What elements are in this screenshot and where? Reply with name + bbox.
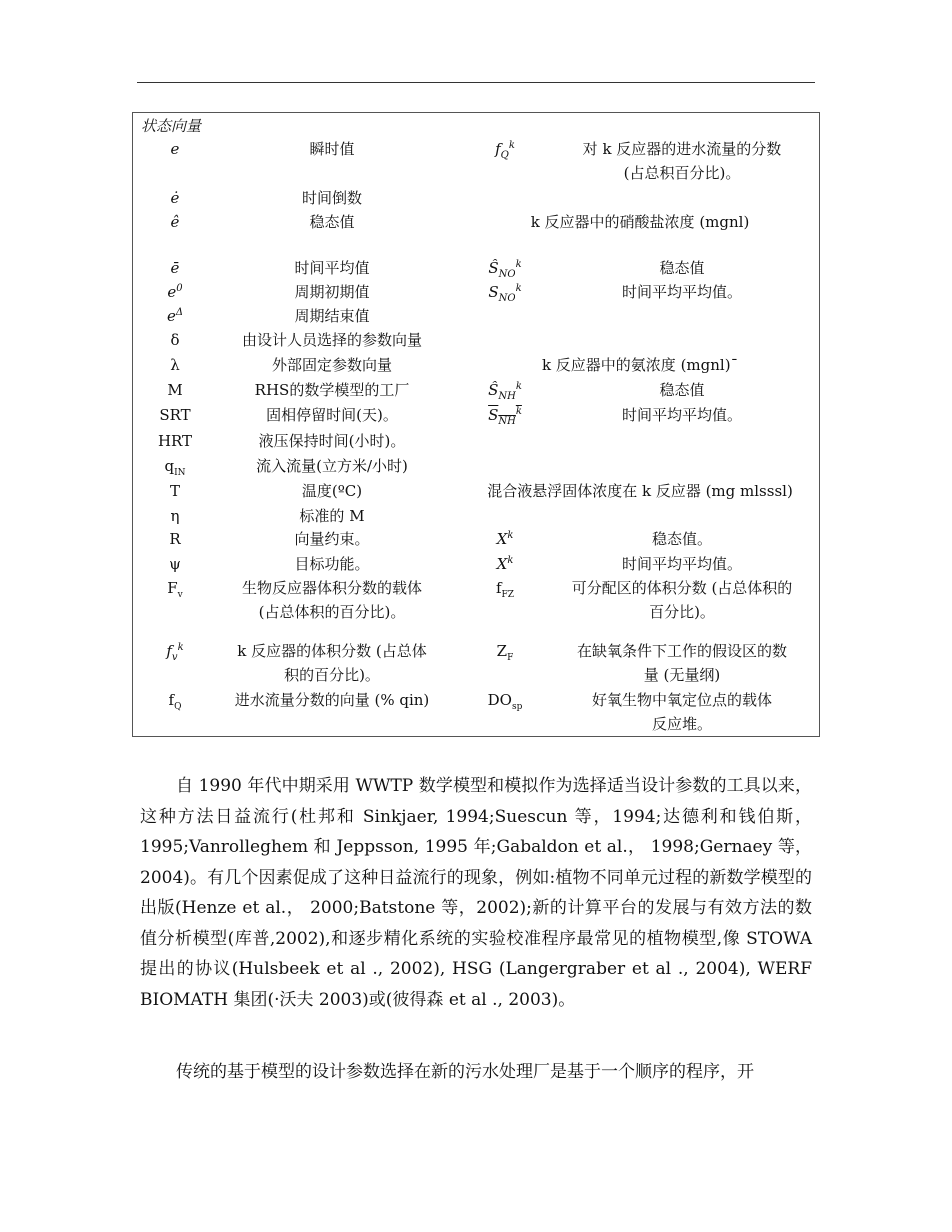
body-paragraph: 传统的基于模型的设计参数选择在新的污水处理厂是基于一个顺序的程序，开 <box>176 1062 754 1082</box>
symbol-e: e <box>170 140 180 158</box>
symbol-fFZ: $f_{FZ}$ <box>495 579 515 600</box>
symbol-R: R <box>169 530 181 548</box>
symbol-fQ: $f_Q$ <box>168 691 182 712</box>
desc-k-volume-fraction: k 反应器的体积分数 (占总体 积的百分比)。 <box>237 642 427 684</box>
symbol-e0: $e^0$ <box>167 283 183 301</box>
desc-k-inflow-fraction: 对 k 反应器的进水流量的分数 (占总积百分比)。 <box>582 140 782 182</box>
header-rule <box>137 82 815 83</box>
symbol-e-hat: ê <box>170 213 180 231</box>
desc-srt: 固相停留时间(天)。 <box>266 406 398 424</box>
symbol-SNH: $S_{NH}^k$ <box>488 406 522 427</box>
symbol-fQk: $f_Q^k$ <box>495 140 515 161</box>
symbol-HRT: HRT <box>157 432 193 450</box>
symbol-delta: δ <box>170 331 180 349</box>
desc-inflow: 流入流量(立方米/小时) <box>256 457 408 475</box>
symbol-fvk: $f_v^k$ <box>166 642 184 663</box>
desc-fixed-params: 外部固定参数向量 <box>271 356 392 374</box>
symbol-qIN: $q_{IN}$ <box>164 457 186 478</box>
symbol-SRT: SRT <box>159 406 191 424</box>
table-heading: 状态向量 <box>141 117 202 135</box>
symbol-Xk: $X^k$ <box>496 555 514 573</box>
symbol-Fv: $F_v$ <box>167 579 183 600</box>
body-paragraph: 自 1990 年代中期采用 WWTP 数学模型和模拟作为选择适当设计参数的工具以来，这种方法日益流行(杜邦和 Sinkjaer, 1994;Suescun 等，1994;达德利和钱伯斯，1995;Vanrolleghem 和 Jeppsson, 1995 年;Gabaldon et al.， 1998;Gernaey 等，2004)。有几个因素促成了这种日益流行的现象，例如:植物不同单元过程的新数学模型的出版(Henze et al.， 2000;Batstone 等，2002);新的计算平台的发展与有效方法的数值分析模型(库普,2002),和逐步精化系统的实验校准程序最常见的植物模型,像 STOWA 提出的协议(Hulsbeek et al ., 2002), HSG (Langergraber et al ., 2004), WERF BIOMATH 集团(·沃夫 2003)或(彼得森 et al ., 2003)。 <box>140 776 812 1010</box>
symbol-SNO: $S_{NO}^k$ <box>488 283 522 304</box>
desc-instant-value: 瞬时值 <box>309 140 355 158</box>
desc-time-average: 时间平均值 <box>294 259 370 277</box>
group-ammonia: k 反应器中的氨浓度 (mgnl)¯ <box>541 356 739 374</box>
desc-constraint: 向量约束。 <box>294 530 370 548</box>
desc-hrt: 液压保持时间(小时)。 <box>258 432 406 450</box>
group-mlss: 混合液悬浮固体浓度在 k 反应器 (mg mlsssl) <box>487 482 793 500</box>
symbol-DOsp: $DO_{sp}$ <box>487 691 523 712</box>
symbol-e-bar: ē <box>170 259 180 277</box>
symbol-Xk-hat: $X^k$ <box>496 530 514 548</box>
desc-objective: 目标功能。 <box>294 555 370 573</box>
desc-steady-value: 稳态值 <box>309 213 355 231</box>
desc-inflow-fraction: 进水流量分数的向量 (% qin) <box>234 691 430 709</box>
desc-snh-average: 时间平均平均值。 <box>621 406 742 424</box>
symbol-SNO-hat: $Ŝ_{NO}^k$ <box>488 259 522 280</box>
desc-x-steady: 稳态值。 <box>651 530 712 548</box>
symbol-ZF: $Z_F$ <box>496 642 514 663</box>
desc-period-end: 周期结束值 <box>294 307 370 325</box>
symbol-SNH-hat: $Ŝ_{NH}^k$ <box>488 381 522 402</box>
symbol-eta: η <box>170 507 180 525</box>
symbol-e-delta: $e^\Delta$ <box>166 307 184 325</box>
symbol-T: T <box>169 482 180 500</box>
desc-period-start: 周期初期值 <box>294 283 370 301</box>
desc-time-derivative: 时间倒数 <box>301 189 362 207</box>
desc-temperature: 温度(ºC) <box>301 482 363 500</box>
desc-oxygen-setpoint: 好氧生物中氧定位点的载体 反应堆。 <box>591 691 772 733</box>
desc-rhs-model: RHS的数学模型的工厂 <box>254 381 410 399</box>
symbol-e-dot: ė <box>170 189 180 207</box>
symbol-M: M <box>167 381 183 399</box>
desc-design-params: 由设计人员选择的参数向量 <box>241 331 422 349</box>
desc-anoxic-zones: 在缺氧条件下工作的假设区的数 量 (无量纲) <box>576 642 787 684</box>
symbol-lambda: λ <box>170 356 180 374</box>
desc-sno-steady: 稳态值 <box>659 259 705 277</box>
group-nitrate: k 反应器中的硝酸盐浓度 (mgnl) <box>530 213 750 231</box>
desc-standard-m: 标准的 M <box>299 507 365 525</box>
symbol-psi: ψ <box>169 555 181 573</box>
desc-snh-steady: 稳态值 <box>659 381 705 399</box>
desc-sno-average: 时间平均平均值。 <box>621 283 742 301</box>
desc-volume-fraction: 生物反应器体积分数的载体 (占总体积的百分比)。 <box>241 579 422 621</box>
desc-allocable-fraction: 可分配区的体积分数 (占总体积的 百分比)。 <box>571 579 793 621</box>
desc-x-average: 时间平均平均值。 <box>621 555 742 573</box>
nomenclature-table <box>132 112 820 737</box>
